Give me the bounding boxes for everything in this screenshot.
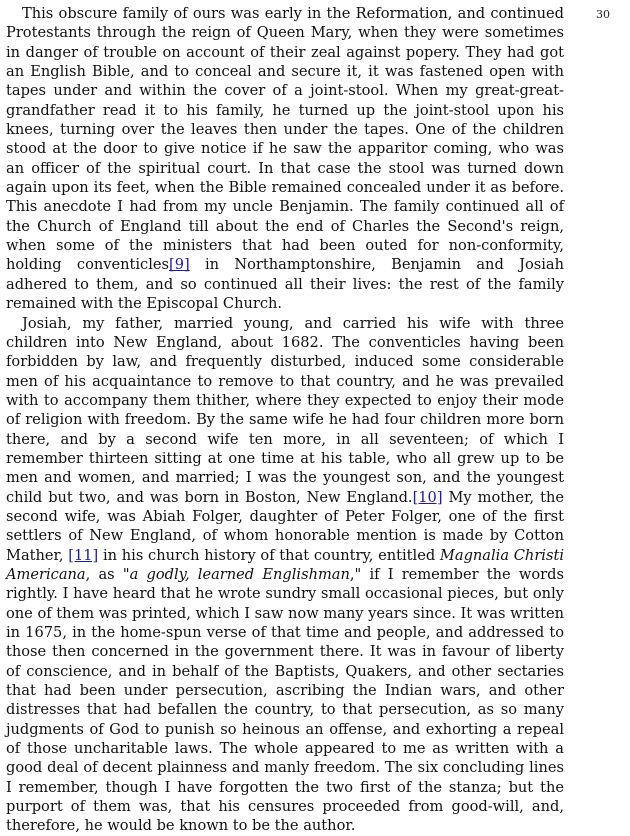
paragraph-text: ," if I remember the words rightly. I have heard that he wrote sundry small occasional pieces, but only one of them was printed, which I saw now many years since. It was written in 1675, in the home-spun verse of that time and people, and addressed to those then concerned in the government there. It was in favour of liberty of conscience, and in behalf of the Baptists, Quakers, and other sectaries that had been under persecution, ascribing the Indian wars, and other distresses that had befallen the country, to that persecution, as so many judgments of God to punish so heinous an offense, and exhorting a repeal of those uncharitable laws. The whole appeared to me as written with a good deal of decent plainness and manly freedom. The six concluding lines I remember, though I have forgotten the two first of the stanza; but the purport of them was, that his censures proceeded from good-will, and, therefore, he would be known to be the author. — [6, 565, 564, 835]
paragraph-reformation — [6, 4, 564, 314]
quotation: a godly, learned Englishman — [129, 565, 350, 583]
paragraph-josiah — [6, 314, 564, 836]
paragraph-text: , as " — [85, 565, 130, 583]
paragraph-text: in his church history of that country, entitled — [98, 546, 440, 564]
footnote-link-11[interactable]: [11] — [68, 546, 99, 564]
paragraph-text: My mother, the second wife, was Abiah Folger, daughter of Peter Folger, one of the first settlers of New England, of whom honorable mention is made by Cotton Mather, — [6, 488, 564, 564]
footnote-link-9[interactable]: [9] — [169, 256, 190, 274]
paragraph-text: This obscure family of ours was early in the Reformation, and continued Protestants through the reign of Queen Mary, when they were sometimes in danger of trouble on account of their zeal against popery. They had got an English Bible, and to conceal and secure it, it was fastened open with tapes under and within the cover of a joint-stool. When my great-great-grandfather read it to his family, he turned up the joint-stool upon his knees, turning over the leaves then under the tapes. One of the children stood at the door to give notice if he saw the apparitor coming, who was an officer of the spiritual court. In that case the stool was turned down again upon its feet, when the Bible remained concealed under it as before. This anecdote I had from my uncle Benjamin. The family continued all of the Church of England till about the end of Charles the Second's reign, when some of the ministers that had been outed for non-conformity, holding conventicles — [6, 5, 564, 274]
paragraph-text: in Northamptonshire, Benjamin and Josiah adhered to them, and so continued all their lives: the rest of the family remained with the Episcopal Church. — [6, 256, 564, 313]
paragraph-text: Josiah, my father, married young, and carried his wife with three children into New England, about 1682. The conventicles having been forbidden by law, and frequently disturbed, induced some considerable men of his acquaintance to remove to that country, and he was prevailed with to accompany them thither, where they expected to enjoy their mode of religion with freedom. By the same wife he had four children more born there, and by a second wife ten more, in all seventeen; of which I remember thirteen sitting at one time at his table, who all grew up to be men and women, and married; I was the youngest son, and the youngest child but two, and was born in Boston, New England. — [6, 314, 564, 506]
page-number: 30 — [596, 8, 610, 21]
footnote-link-10[interactable]: [10] — [412, 488, 443, 506]
book-title: Magnalia Christi Americana — [6, 546, 564, 583]
document-body — [6, 4, 564, 836]
